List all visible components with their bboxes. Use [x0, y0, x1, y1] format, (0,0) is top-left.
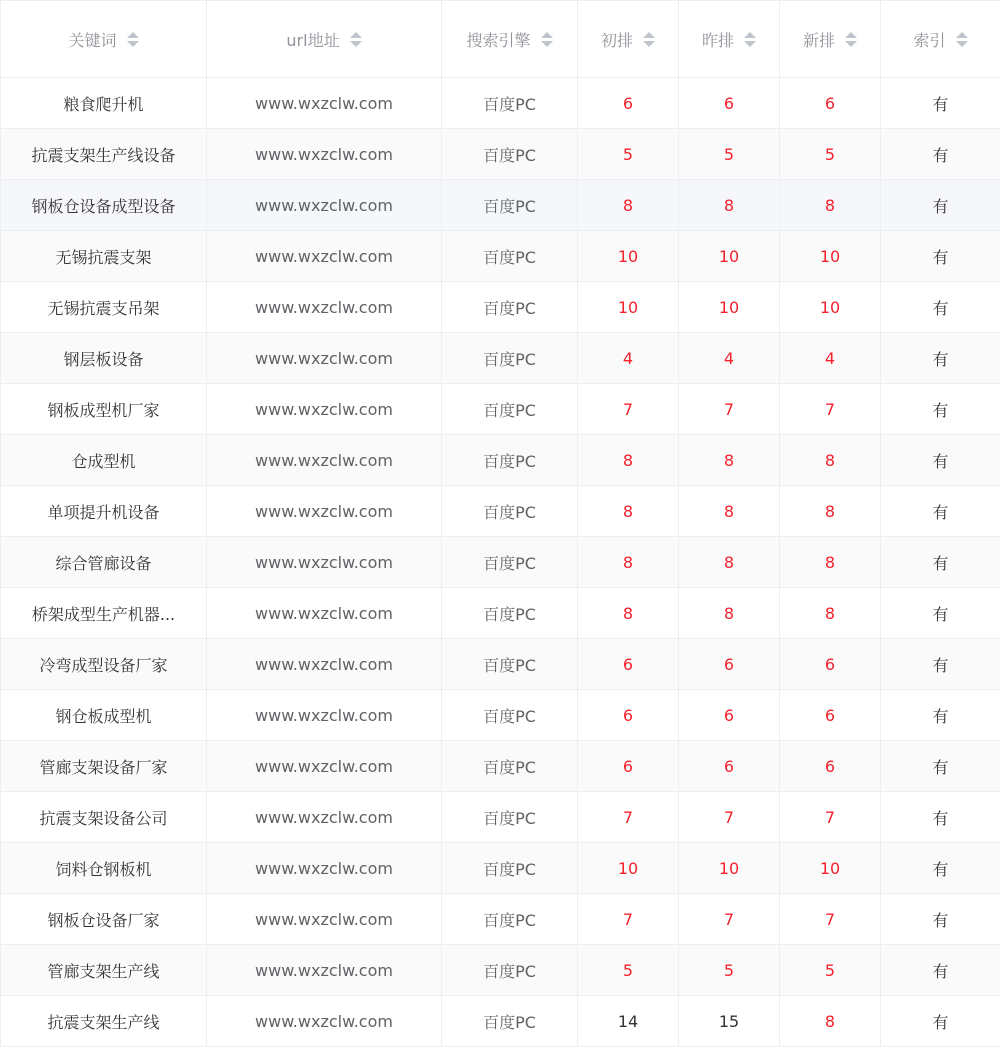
cell-engine: 百度PC — [442, 690, 578, 741]
cell-new-rank: 6 — [780, 78, 881, 129]
header-label: 搜索引擎 — [466, 30, 531, 50]
cell-yesterday-rank: 15 — [679, 996, 780, 1047]
table-header-row — [1, 1, 1000, 78]
table-row[interactable] — [1, 792, 1000, 843]
cell-engine: 百度PC — [442, 639, 578, 690]
table-row[interactable] — [1, 690, 1000, 741]
cell-index: 有 — [881, 78, 1000, 129]
cell-yesterday-rank: 8 — [679, 537, 780, 588]
cell-new-rank: 7 — [780, 894, 881, 945]
table-body — [1, 78, 1000, 1047]
cell-keyword: 饲料仓钢板机 — [1, 843, 207, 894]
cell-first-rank: 4 — [578, 333, 679, 384]
cell-new-rank: 6 — [780, 639, 881, 690]
cell-new-rank: 6 — [780, 690, 881, 741]
cell-new-rank: 10 — [780, 282, 881, 333]
cell-keyword: 抗震支架设备公司 — [1, 792, 207, 843]
header-keyword[interactable] — [1, 1, 207, 78]
table-row[interactable] — [1, 843, 1000, 894]
cell-engine: 百度PC — [442, 486, 578, 537]
cell-yesterday-rank: 6 — [679, 639, 780, 690]
table-row[interactable] — [1, 588, 1000, 639]
cell-url: www.wxzclw.com — [207, 741, 442, 792]
cell-engine: 百度PC — [442, 231, 578, 282]
cell-first-rank: 8 — [578, 486, 679, 537]
cell-index: 有 — [881, 792, 1000, 843]
cell-url: www.wxzclw.com — [207, 996, 442, 1047]
cell-yesterday-rank: 8 — [679, 435, 780, 486]
cell-url: www.wxzclw.com — [207, 894, 442, 945]
cell-engine: 百度PC — [442, 180, 578, 231]
cell-engine: 百度PC — [442, 537, 578, 588]
cell-engine: 百度PC — [442, 282, 578, 333]
header-first-rank[interactable] — [578, 1, 679, 78]
cell-index: 有 — [881, 282, 1000, 333]
cell-yesterday-rank: 4 — [679, 333, 780, 384]
cell-yesterday-rank: 6 — [679, 78, 780, 129]
cell-url: www.wxzclw.com — [207, 129, 442, 180]
cell-index: 有 — [881, 843, 1000, 894]
cell-url: www.wxzclw.com — [207, 435, 442, 486]
header-yesterday-rank[interactable] — [679, 1, 780, 78]
cell-keyword: 抗震支架生产线 — [1, 996, 207, 1047]
cell-url: www.wxzclw.com — [207, 486, 442, 537]
table-row[interactable] — [1, 129, 1000, 180]
cell-index: 有 — [881, 894, 1000, 945]
cell-index: 有 — [881, 129, 1000, 180]
sort-caret-icon[interactable] — [643, 32, 655, 47]
cell-first-rank: 10 — [578, 282, 679, 333]
sort-caret-icon[interactable] — [127, 32, 139, 47]
cell-index: 有 — [881, 741, 1000, 792]
cell-yesterday-rank: 8 — [679, 486, 780, 537]
header-new-rank[interactable] — [780, 1, 881, 78]
cell-new-rank: 6 — [780, 741, 881, 792]
cell-yesterday-rank: 8 — [679, 588, 780, 639]
table-row[interactable] — [1, 639, 1000, 690]
cell-engine: 百度PC — [442, 945, 578, 996]
cell-engine: 百度PC — [442, 996, 578, 1047]
table-row[interactable] — [1, 384, 1000, 435]
header-label: 初排 — [600, 30, 633, 50]
cell-keyword: 单项提升机设备 — [1, 486, 207, 537]
sort-caret-icon[interactable] — [956, 32, 968, 47]
cell-new-rank: 4 — [780, 333, 881, 384]
cell-yesterday-rank: 6 — [679, 741, 780, 792]
cell-first-rank: 8 — [578, 537, 679, 588]
cell-url: www.wxzclw.com — [207, 690, 442, 741]
header-index[interactable] — [881, 1, 1000, 78]
cell-engine: 百度PC — [442, 894, 578, 945]
cell-engine: 百度PC — [442, 129, 578, 180]
cell-index: 有 — [881, 180, 1000, 231]
cell-engine: 百度PC — [442, 843, 578, 894]
cell-keyword: 无锡抗震支吊架 — [1, 282, 207, 333]
table-row[interactable] — [1, 486, 1000, 537]
header-label: url地址 — [286, 30, 340, 50]
sort-caret-icon[interactable] — [845, 32, 857, 47]
cell-engine: 百度PC — [442, 384, 578, 435]
cell-url: www.wxzclw.com — [207, 792, 442, 843]
cell-keyword: 冷弯成型设备厂家 — [1, 639, 207, 690]
cell-first-rank: 8 — [578, 588, 679, 639]
cell-keyword: 钢板成型机厂家 — [1, 384, 207, 435]
cell-new-rank: 10 — [780, 843, 881, 894]
cell-engine: 百度PC — [442, 792, 578, 843]
cell-first-rank: 10 — [578, 231, 679, 282]
table-row[interactable] — [1, 741, 1000, 792]
cell-keyword: 钢仓板成型机 — [1, 690, 207, 741]
cell-keyword: 钢层板设备 — [1, 333, 207, 384]
cell-first-rank: 5 — [578, 129, 679, 180]
header-label: 关键词 — [68, 30, 117, 50]
cell-first-rank: 7 — [578, 384, 679, 435]
cell-keyword: 管廊支架设备厂家 — [1, 741, 207, 792]
table-row[interactable] — [1, 537, 1000, 588]
table-row[interactable] — [1, 282, 1000, 333]
sort-caret-icon[interactable] — [541, 32, 553, 47]
cell-index: 有 — [881, 996, 1000, 1047]
cell-index: 有 — [881, 690, 1000, 741]
cell-yesterday-rank: 6 — [679, 690, 780, 741]
cell-keyword: 粮食爬升机 — [1, 78, 207, 129]
cell-url: www.wxzclw.com — [207, 384, 442, 435]
table-row[interactable] — [1, 231, 1000, 282]
cell-index: 有 — [881, 435, 1000, 486]
cell-yesterday-rank: 5 — [679, 945, 780, 996]
cell-first-rank: 6 — [578, 78, 679, 129]
cell-index: 有 — [881, 333, 1000, 384]
cell-keyword: 管廊支架生产线 — [1, 945, 207, 996]
cell-new-rank: 8 — [780, 180, 881, 231]
cell-yesterday-rank: 10 — [679, 282, 780, 333]
cell-yesterday-rank: 5 — [679, 129, 780, 180]
cell-keyword: 钢板仓设备成型设备 — [1, 180, 207, 231]
cell-yesterday-rank: 7 — [679, 894, 780, 945]
cell-first-rank: 6 — [578, 690, 679, 741]
cell-yesterday-rank: 8 — [679, 180, 780, 231]
table-row[interactable] — [1, 78, 1000, 129]
cell-new-rank: 7 — [780, 792, 881, 843]
cell-first-rank: 7 — [578, 792, 679, 843]
cell-new-rank: 5 — [780, 945, 881, 996]
header-label: 昨排 — [701, 30, 734, 50]
cell-first-rank: 5 — [578, 945, 679, 996]
cell-url: www.wxzclw.com — [207, 639, 442, 690]
cell-url: www.wxzclw.com — [207, 78, 442, 129]
cell-url: www.wxzclw.com — [207, 588, 442, 639]
cell-engine: 百度PC — [442, 741, 578, 792]
cell-new-rank: 8 — [780, 996, 881, 1047]
cell-keyword: 钢板仓设备厂家 — [1, 894, 207, 945]
cell-url: www.wxzclw.com — [207, 843, 442, 894]
cell-yesterday-rank: 7 — [679, 384, 780, 435]
cell-first-rank: 6 — [578, 639, 679, 690]
cell-first-rank: 8 — [578, 435, 679, 486]
header-url[interactable] — [207, 1, 442, 78]
cell-yesterday-rank: 7 — [679, 792, 780, 843]
cell-new-rank: 10 — [780, 231, 881, 282]
cell-engine: 百度PC — [442, 333, 578, 384]
cell-index: 有 — [881, 384, 1000, 435]
cell-url: www.wxzclw.com — [207, 231, 442, 282]
cell-keyword: 桥架成型生产机器... — [1, 588, 207, 639]
cell-engine: 百度PC — [442, 78, 578, 129]
header-label: 索引 — [913, 30, 946, 50]
cell-yesterday-rank: 10 — [679, 231, 780, 282]
cell-index: 有 — [881, 639, 1000, 690]
table-row[interactable] — [1, 180, 1000, 231]
sort-caret-icon[interactable] — [350, 32, 362, 47]
cell-new-rank: 8 — [780, 537, 881, 588]
cell-index: 有 — [881, 486, 1000, 537]
table-row[interactable] — [1, 894, 1000, 945]
cell-new-rank: 5 — [780, 129, 881, 180]
header-engine[interactable] — [442, 1, 578, 78]
cell-first-rank: 7 — [578, 894, 679, 945]
cell-url: www.wxzclw.com — [207, 945, 442, 996]
sort-caret-icon[interactable] — [744, 32, 756, 47]
cell-yesterday-rank: 10 — [679, 843, 780, 894]
cell-keyword: 综合管廊设备 — [1, 537, 207, 588]
cell-new-rank: 8 — [780, 588, 881, 639]
header-label: 新排 — [802, 30, 835, 50]
cell-index: 有 — [881, 537, 1000, 588]
cell-new-rank: 8 — [780, 435, 881, 486]
cell-index: 有 — [881, 945, 1000, 996]
cell-index: 有 — [881, 588, 1000, 639]
cell-index: 有 — [881, 231, 1000, 282]
cell-keyword: 抗震支架生产线设备 — [1, 129, 207, 180]
table-row[interactable] — [1, 333, 1000, 384]
cell-url: www.wxzclw.com — [207, 180, 442, 231]
cell-new-rank: 7 — [780, 384, 881, 435]
cell-first-rank: 6 — [578, 741, 679, 792]
cell-url: www.wxzclw.com — [207, 282, 442, 333]
cell-first-rank: 14 — [578, 996, 679, 1047]
cell-engine: 百度PC — [442, 588, 578, 639]
table-row[interactable] — [1, 945, 1000, 996]
cell-first-rank: 10 — [578, 843, 679, 894]
table-row[interactable] — [1, 996, 1000, 1047]
cell-url: www.wxzclw.com — [207, 537, 442, 588]
table-row[interactable] — [1, 435, 1000, 486]
cell-new-rank: 8 — [780, 486, 881, 537]
cell-keyword: 无锡抗震支架 — [1, 231, 207, 282]
cell-engine: 百度PC — [442, 435, 578, 486]
cell-url: www.wxzclw.com — [207, 333, 442, 384]
cell-keyword: 仓成型机 — [1, 435, 207, 486]
cell-first-rank: 8 — [578, 180, 679, 231]
